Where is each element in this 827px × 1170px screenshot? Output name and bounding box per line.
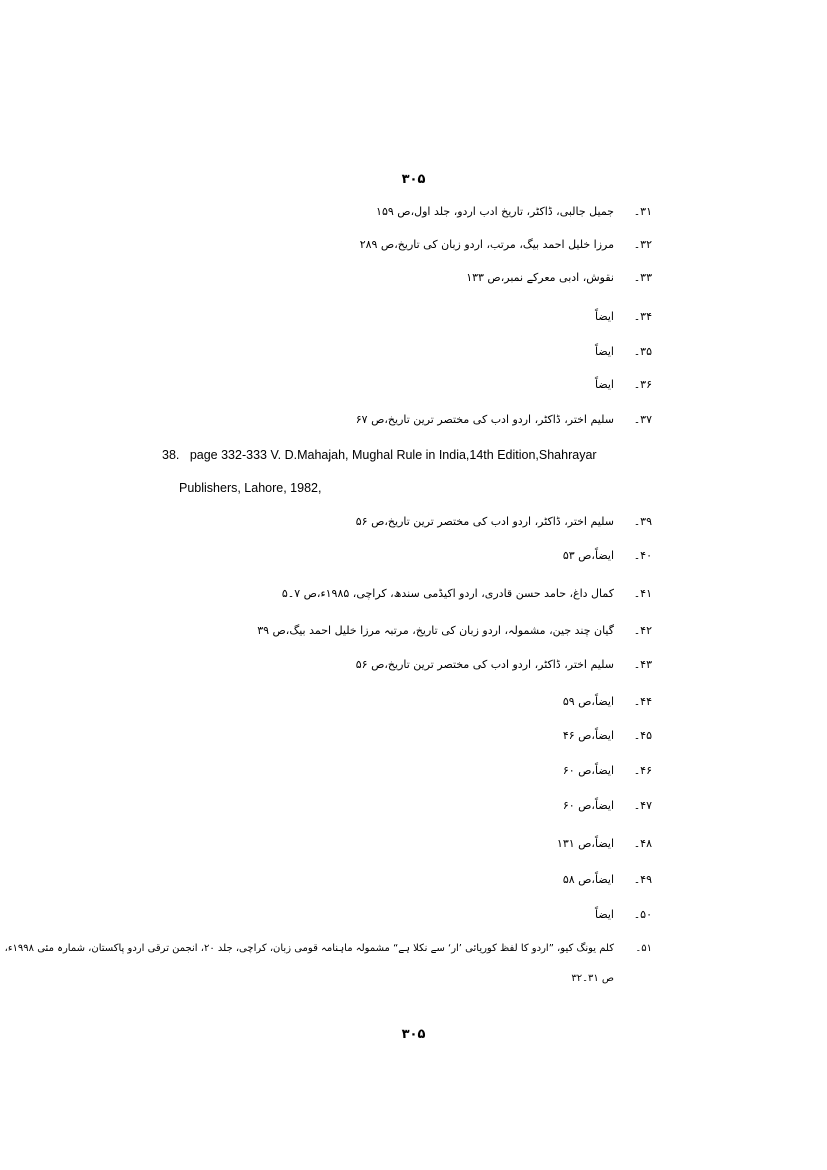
- footnote: ۳۵۔ ایضاً: [594, 344, 652, 358]
- footnote: ۳۱۔ جمیل جالبی، ڈاکٹر، تاریخ ادب اردو، جلد اول،ص ۱۵۹: [376, 204, 652, 218]
- footnote: ۵۰۔ ایضاً: [594, 907, 652, 921]
- footnote: ۴۹۔ ایضاً،ص ۵۸: [562, 872, 652, 886]
- page-number-top: ۳۰۵: [401, 172, 426, 187]
- footnote: ۴۷۔ ایضاً،ص ۶۰: [562, 798, 652, 812]
- footnote: ۴۳۔ سلیم اختر، ڈاکٹر، اردو ادب کی مختصر ترین تاریخ،ص ۵۶: [355, 657, 652, 671]
- footnote: ۳۷۔ سلیم اختر، ڈاکٹر، اردو ادب کی مختصر ترین تاریخ،ص ۶۷: [355, 412, 652, 426]
- footnote: ۴۰۔ ایضاً،ص ۵۳: [562, 548, 652, 562]
- footnote: ۳۴۔ ایضاً: [594, 309, 652, 323]
- page-number-bottom: ۳۰۵: [401, 1027, 426, 1042]
- footnote: ۳۲۔ مرزا خلیل احمد بیگ، مرتب، اردو زبان کی تاریخ،ص ۲۸۹: [359, 237, 652, 251]
- footnote-text-line2: Publishers, Lahore, 1982,: [179, 481, 322, 495]
- footnote-continuation: ص ۳۱۔۳۲: [571, 972, 614, 984]
- footnote: ۵۱۔ کلم یونگ کیو، ”اردو کا لفظ کوریائی ’ار‘ سے نکلا ہے“ مشمولہ ماہنامہ قومی زبان، کراچی، جلد ۲۰، انجمن ترقی اردو پاکستان، شمارہ مئی ۱۹۹۸ء،: [4, 942, 652, 954]
- footnote-english: [162, 448, 597, 462]
- footnote-text-line1: page 332-333 V. D.Mahajah, Mughal Rule in India,14th Edition,Shahrayar: [189, 448, 597, 462]
- footnote: ۴۲۔ گیان چند جین، مشمولہ، اردو زبان کی تاریخ، مرتبہ مرزا خلیل احمد بیگ،ص ۳۹: [257, 623, 652, 637]
- footnote: ۴۱۔ کمال داغ، حامد حسن قادری، اردو اکیڈمی سندھ، کراچی، ۱۹۸۵ء،ص ۷۔۵: [281, 586, 652, 600]
- footnote: ۴۸۔ ایضاً،ص ۱۳۱: [556, 836, 652, 850]
- footnote: ۴۴۔ ایضاً،ص ۵۹: [562, 694, 652, 708]
- footnote: ۴۵۔ ایضاً،ص ۴۶: [562, 728, 652, 742]
- footnote: ۳۳۔ نقوش، ادبی معرکے نمبر،ص ۱۳۳: [466, 270, 652, 284]
- footnote: ۳۹۔ سلیم اختر، ڈاکٹر، اردو ادب کی مختصر ترین تاریخ،ص ۵۶: [355, 514, 652, 528]
- footnote: ۴۶۔ ایضاً،ص ۶۰: [562, 763, 652, 777]
- footnote: ۳۶۔ ایضاً: [594, 377, 652, 391]
- footnote-number: 38.: [162, 448, 180, 462]
